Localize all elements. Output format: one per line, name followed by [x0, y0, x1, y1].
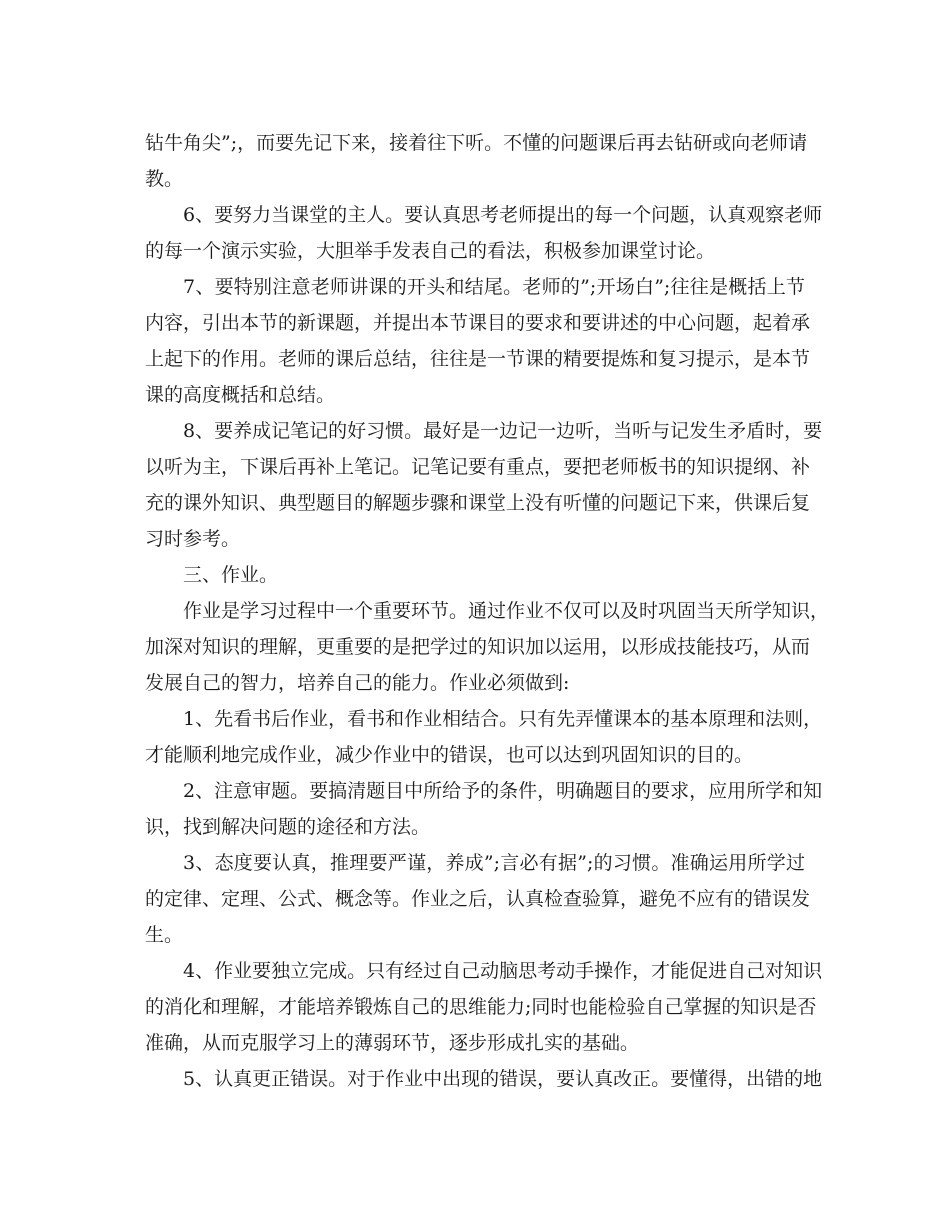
text-line: 5、认真更正错误。对于作业中出现的错误，要认真改正。要懂得，出错的地: [183, 1068, 823, 1090]
text-line: 4、作业要独立完成。只有经过自己动脑思考动手操作，才能促进自己对知识: [183, 960, 823, 982]
text-line: 以听为主，下课后再补上笔记。记笔记要有重点，要把老师板书的知识提纲、补: [145, 456, 811, 478]
text-line: 内容，引出本节的新课题，并提出本节课目的要求和要讲述的中心问题，起着承: [145, 312, 811, 334]
text-line: 的定律、定理、公式、概念等。作业之后，认真检查验算，避免不应有的错误发: [145, 888, 811, 910]
text-line: 发展自己的智力，培养自己的能力。作业必须做到:: [145, 672, 570, 694]
text-line: 生。: [145, 924, 184, 946]
text-line: 加深对知识的理解，更重要的是把学过的知识加以运用，以形成技能技巧，从而: [145, 636, 811, 658]
text-line: 教。: [145, 168, 184, 190]
text-line: 2、注意审题。要搞清题目中所给予的条件，明确题目的要求，应用所学和知: [183, 780, 823, 802]
text-line: 课的高度概括和总结。: [145, 384, 336, 406]
text-line: 3、态度要认真，推理要严谨，养成”;言必有据”;的习惯。准确运用所学过: [183, 852, 805, 874]
text-line: 识，找到解决问题的途径和方法。: [145, 816, 431, 838]
text-line: 1、先看书后作业，看书和作业相结合。只有先弄懂课本的基本原理和法则，: [183, 708, 823, 730]
text-line: 的消化和理解，才能培养锻炼自己的思维能力;同时也能检验自己掌握的知识是否: [145, 996, 817, 1018]
text-line: 准确，从而克服学习上的薄弱环节，逐步形成扎实的基础。: [145, 1032, 640, 1054]
text-line: 钻牛角尖”;，而要先记下来，接着往下听。不懂的问题课后再去钻研或向老师请: [145, 132, 808, 154]
text-line: 才能顺利地完成作业，减少作业中的错误，也可以达到巩固知识的目的。: [145, 744, 754, 766]
document-page: [145, 125, 830, 1097]
text-line: 6、要努力当课堂的主人。要认真思考老师提出的每一个问题，认真观察老师: [183, 204, 823, 226]
text-line: 上起下的作用。老师的课后总结，往往是一节课的精要提炼和复习提示，是本节: [145, 348, 811, 370]
text-line: 充的课外知识、典型题目的解题步骤和课堂上没有听懂的问题记下来，供课后复: [145, 492, 811, 514]
text-line: 三、作业。: [183, 564, 279, 586]
text-line: 作业是学习过程中一个重要环节。通过作业不仅可以及时巩固当天所学知识，: [183, 600, 830, 622]
text-line: 习时参考。: [145, 528, 241, 550]
text-line: 7、要特别注意老师讲课的开头和结尾。老师的”;开场白”;往往是概括上节: [183, 276, 805, 298]
text-line: 的每一个演示实验，大胆举手发表自己的看法，积极参加课堂讨论。: [145, 240, 716, 262]
text-line: 8、要养成记笔记的好习惯。最好是一边记一边听，当听与记发生矛盾时，要: [183, 420, 823, 442]
